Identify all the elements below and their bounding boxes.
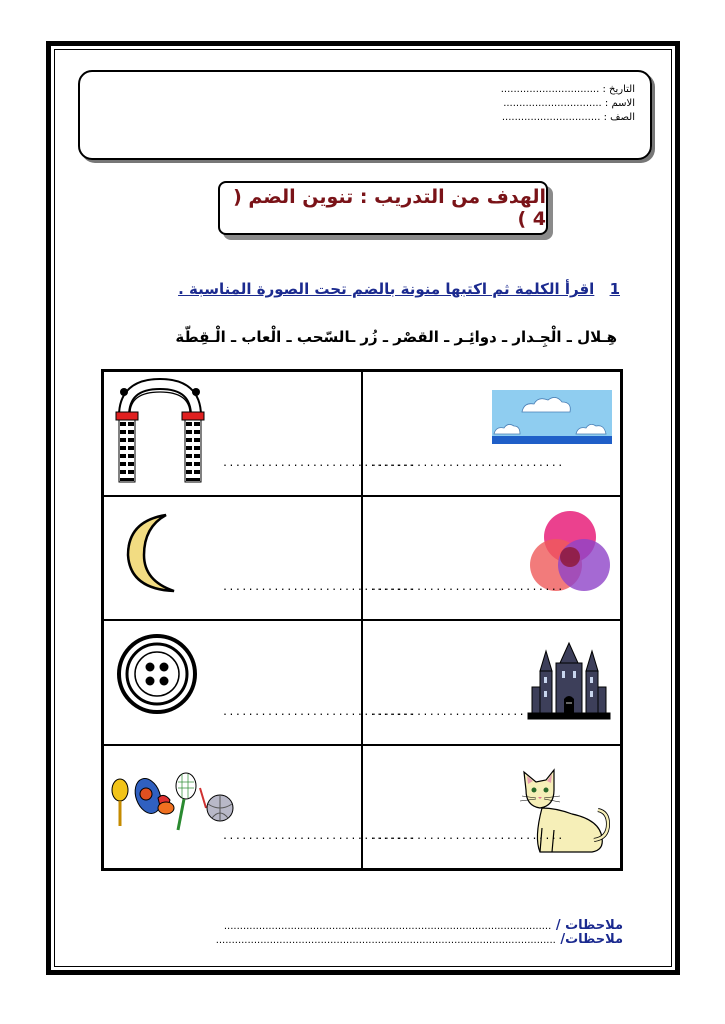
notes-field[interactable]: ....................................................................................................... bbox=[223, 921, 552, 932]
grid-cell bbox=[103, 371, 415, 496]
answer-line[interactable]: .............................. bbox=[222, 582, 415, 593]
class-line bbox=[502, 112, 635, 123]
grid-cell bbox=[103, 496, 415, 621]
grid-cell bbox=[362, 745, 621, 870]
word-bank: هِـلال ـ الْجِـدار ـ دوائِـر ـ القصْر ـ زُر ـالسّحب ـ الْعاب ـ الْـقِطّة bbox=[175, 328, 617, 346]
answer-line[interactable]: .............................. bbox=[222, 706, 415, 718]
page-title: الهدف من التدريب : تنوين الضم ( 4 ) bbox=[233, 186, 546, 230]
button-icon bbox=[116, 633, 198, 715]
grid-cell bbox=[103, 620, 415, 745]
notes-label: ملاحظات/ bbox=[560, 932, 623, 947]
class-label: الصف : bbox=[603, 112, 635, 123]
notes-line-2 bbox=[216, 932, 623, 947]
instruction-text: اقرأ الكلمة ثم اكتبها منونة بالضم تحت الصورة المناسبة . bbox=[178, 280, 595, 298]
arch-icon bbox=[110, 378, 210, 486]
date-field[interactable]: ............................... bbox=[500, 84, 600, 95]
picture-grid bbox=[101, 369, 623, 871]
notes-field[interactable]: ........................................................................................................... bbox=[215, 935, 556, 946]
title-box bbox=[218, 181, 548, 235]
notes-line-1 bbox=[224, 918, 623, 933]
notes-label: ملاحظات / bbox=[555, 918, 623, 933]
clouds-icon bbox=[492, 390, 612, 444]
toys-icon bbox=[108, 768, 236, 838]
date-label: التاريخ : bbox=[602, 84, 635, 95]
instruction bbox=[178, 280, 620, 298]
grid-cell bbox=[362, 620, 621, 745]
answer-line[interactable]: .............................. bbox=[222, 831, 415, 842]
grid-cell bbox=[362, 496, 621, 621]
name-label: الاسم : bbox=[604, 98, 635, 109]
answer-line[interactable]: .............................. bbox=[371, 706, 564, 718]
answer-line[interactable]: .............................. bbox=[222, 457, 415, 469]
answer-line[interactable]: .............................. bbox=[371, 582, 564, 593]
name-field[interactable]: ............................... bbox=[503, 98, 602, 109]
answer-line[interactable]: .............................. bbox=[371, 831, 564, 842]
grid-cell bbox=[103, 745, 415, 870]
name-line bbox=[503, 98, 635, 109]
instruction-number: 1 bbox=[609, 280, 620, 298]
crescent-moon-icon bbox=[122, 511, 182, 595]
cat-icon bbox=[512, 768, 612, 856]
class-field[interactable]: ............................... bbox=[501, 112, 601, 123]
grid-cell bbox=[362, 371, 621, 496]
date-line bbox=[501, 84, 635, 95]
answer-line[interactable]: .............................. bbox=[371, 457, 564, 469]
